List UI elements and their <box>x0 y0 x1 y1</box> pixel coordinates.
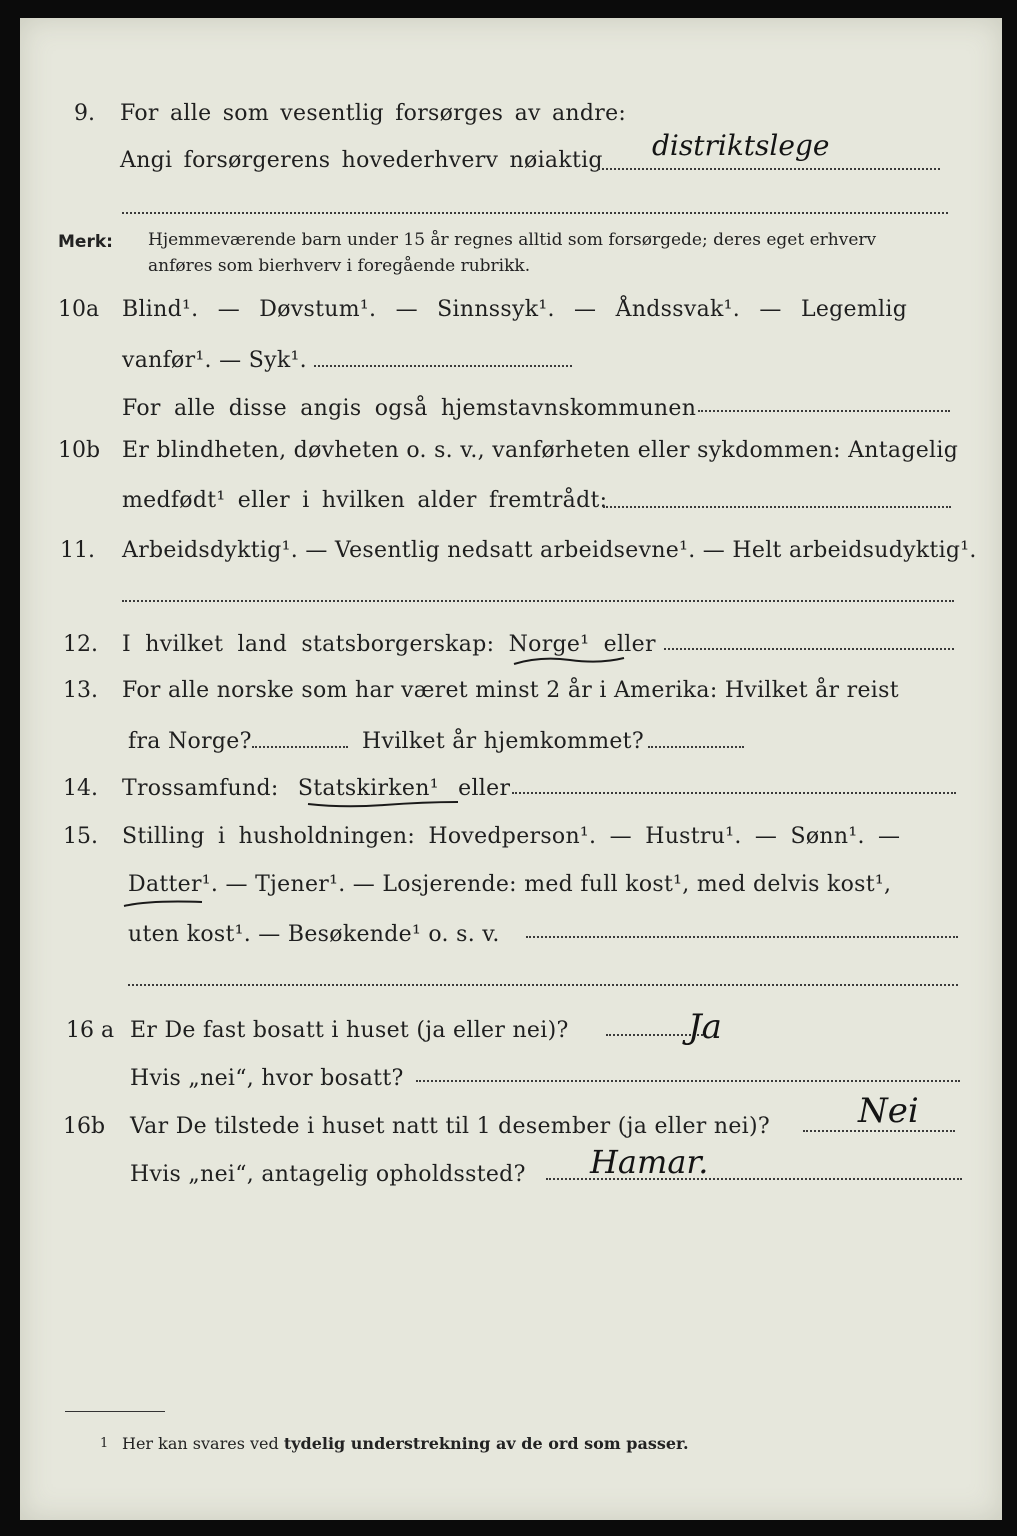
footnote-mark: 1 <box>100 1436 109 1451</box>
question-number: 16b <box>63 1114 106 1139</box>
answer-line <box>122 212 948 214</box>
note-text: anføres som bierhverv i foregående rubrikk. <box>148 256 531 276</box>
question-text: Er blindheten, døvheten o. s. v., vanførheten eller sykdommen: Antagelig <box>122 438 959 463</box>
answer-line <box>252 746 348 748</box>
question-text: Hvis „nei“, antagelig opholdssted? <box>130 1162 526 1187</box>
answer-line <box>314 365 572 367</box>
question-text: vanfør¹. — Syk¹. <box>122 348 307 373</box>
question-text: For alle norske som har været minst 2 år i Amerika: Hvilket år reist <box>122 678 899 703</box>
footnote-bold: tydelig understrekning av de ord som passer. <box>283 1434 689 1453</box>
question-number: 13. <box>63 678 98 703</box>
footnote-divider <box>65 1411 165 1412</box>
question-text: Hvis „nei“, hvor bosatt? <box>130 1066 404 1091</box>
question-number: 11. <box>60 538 95 563</box>
question-text: Stilling i husholdningen: Hovedperson¹. — Hustru¹. — Sønn¹. — <box>122 824 901 849</box>
answer-line <box>648 746 744 748</box>
answer-line <box>128 984 958 986</box>
question-text: Hvilket år hjemkommet? <box>362 729 644 754</box>
question-number: 16 a <box>66 1018 115 1043</box>
answer-line <box>598 168 940 170</box>
question-text: For alle disse angis også hjemstavnskommunen <box>122 396 697 421</box>
answer-line <box>664 648 954 650</box>
question-number: 10a <box>58 297 100 322</box>
footnote-text <box>122 1434 689 1453</box>
question-text: For alle som vesentlig forsørges av andre: <box>120 101 627 126</box>
handwritten-underline <box>120 896 210 916</box>
handwritten-answer: Nei <box>858 1091 919 1131</box>
answer-line <box>512 792 956 794</box>
question-text: fra Norge? <box>128 729 252 754</box>
handwritten-answer: Hamar. <box>590 1143 709 1181</box>
question-text: Trossamfund: Statskirken¹ eller <box>122 776 511 801</box>
question-number: 10b <box>58 438 101 463</box>
footnote-plain: Her kan svares ved <box>122 1434 279 1453</box>
handwritten-underline <box>304 796 464 816</box>
handwritten-answer: Ja <box>688 1007 722 1047</box>
answer-line <box>603 506 951 508</box>
question-text: Arbeidsdyktig¹. — Vesentlig nedsatt arbeidsevne¹. — Helt arbeidsudyktig¹. <box>122 538 977 563</box>
handwritten-underline <box>510 652 630 672</box>
question-text: Er De fast bosatt i huset (ja eller nei)? <box>130 1018 569 1043</box>
answer-line <box>416 1080 960 1082</box>
question-number: 9. <box>74 101 95 126</box>
question-text: medfødt¹ eller i hvilken alder fremtrådt: <box>122 488 608 513</box>
answer-line <box>122 600 954 602</box>
answer-line <box>698 410 950 412</box>
handwritten-answer: distriktslege <box>652 129 830 162</box>
note-text: Hjemmeværende barn under 15 år regnes alltid som forsørgede; deres eget erhverv <box>148 230 877 250</box>
question-number: 12. <box>63 632 98 657</box>
answer-line <box>526 936 958 938</box>
question-text: I hvilket land statsborgerskap: Norge¹ eller <box>122 632 656 657</box>
question-text: uten kost¹. — Besøkende¹ o. s. v. <box>128 922 500 947</box>
question-text: Blind¹. — Døvstum¹. — Sinnssyk¹. — Åndssvak¹. — Legemlig <box>122 297 908 322</box>
question-text: Angi forsørgerens hovederhverv nøiaktig <box>120 148 603 173</box>
question-number: 15. <box>63 824 98 849</box>
question-text: Var De tilstede i huset natt til 1 desember (ja eller nei)? <box>130 1114 770 1139</box>
question-number: 14. <box>63 776 98 801</box>
note-label: Merk: <box>58 232 113 252</box>
question-text: Datter¹. — Tjener¹. — Losjerende: med full kost¹, med delvis kost¹, <box>128 872 892 897</box>
